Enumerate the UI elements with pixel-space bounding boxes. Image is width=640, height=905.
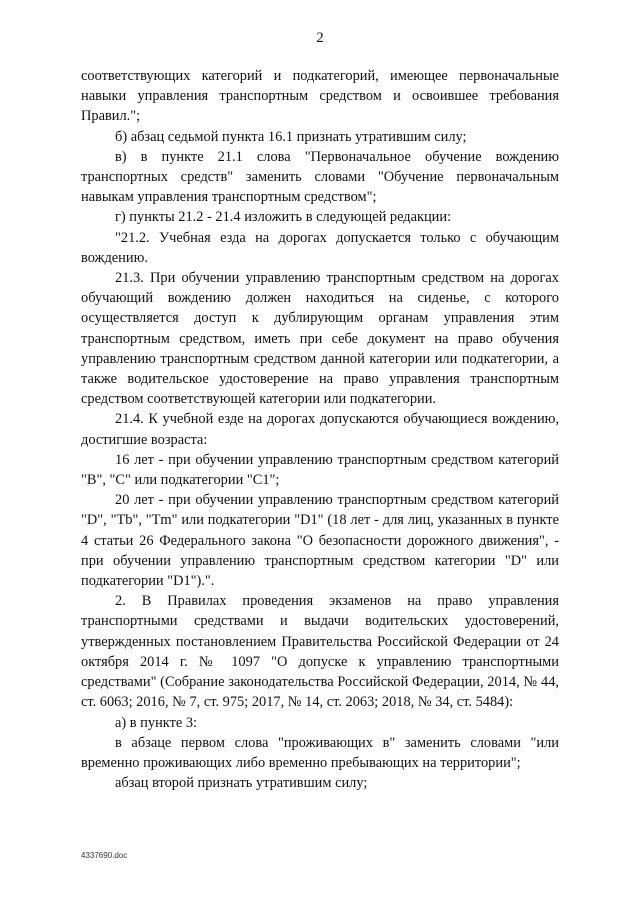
paragraph-21-2: "21.2. Учебная езда на дорогах допускается только с обучающим вождению.: [81, 229, 559, 266]
paragraph-continuation: соответствующих категорий и подкатегорий, имеющее первоначальные навыки управления транспортным средством и освоившее требования Правил.";: [81, 68, 559, 125]
paragraph-item-g: г) пункты 21.2 - 21.4 изложить в следующей редакции:: [115, 209, 452, 226]
paragraph-section-2: 2. В Правилах проведения экзаменов на право управления транспортными средствами и выдачи водительских удостоверений, утвержденных постановлением Правительства Российской Федерации от 24 октября 2014 г. № 1097 "О допуске к управлению транспортными средствами" (Собрание законодательства Российской Федерации, 2014, № 44, ст. 6063; 2016, № 7, ст. 975; 2017, № 14, ст. 2063; 2018, № 34, ст. 5484):: [81, 593, 559, 711]
paragraph-item-a: а) в пункте 3:: [115, 714, 198, 731]
paragraph-21-4: 21.4. К учебной езде на дорогах допускаются обучающиеся вождению, достигшие возраста:: [81, 411, 559, 448]
paragraph-item-v: в) в пункте 21.1 слова "Первоначальное обучение вождению транспортных средств" заменить словами "Обучение первоначальным навыкам управления транспортным средством";: [81, 148, 559, 206]
paragraph-21-3: 21.3. При обучении управлению транспортным средством на дорогах обучающий вождению должен находиться на сиденье, с которого осуществляется доступ к дублирующим органам управления этим транспортным средством, иметь при себе документ на право обучения управлению транспортным средством данной категории или подкатегории, а также водительское удостоверение на право управления транспортным средством соответствующей категории или подкатегории.: [81, 270, 559, 408]
page-number: 2: [316, 30, 324, 46]
document-body: [81, 66, 559, 793]
paragraph-first-abzac: в абзаце первом слова "проживающих в" заменить словами "или временно проживающих либо временно пребывающих на территории";: [81, 734, 559, 771]
paragraph-item-b: б) абзац седьмой пункта 16.1 признать утратившим силу;: [115, 128, 467, 145]
footer-file-code: 4337690.doc: [81, 851, 128, 860]
paragraph-age-20: 20 лет - при обучении управлению транспортным средством категорий "D", "Tb", "Tm" или подкатегории "D1" (18 лет - для лиц, указанных в пункте 4 статьи 26 Федерального закона "О безопасности дорожного движения", - при обучении управлению транспортным средством категории "D" или подкатегории "D1").".: [81, 492, 559, 590]
paragraph-age-16: 16 лет - при обучении управлению транспортным средством категорий "B", "C" или подкатегории "C1";: [81, 451, 559, 489]
paragraph-second-abzac: абзац второй признать утратившим силу;: [115, 775, 368, 792]
